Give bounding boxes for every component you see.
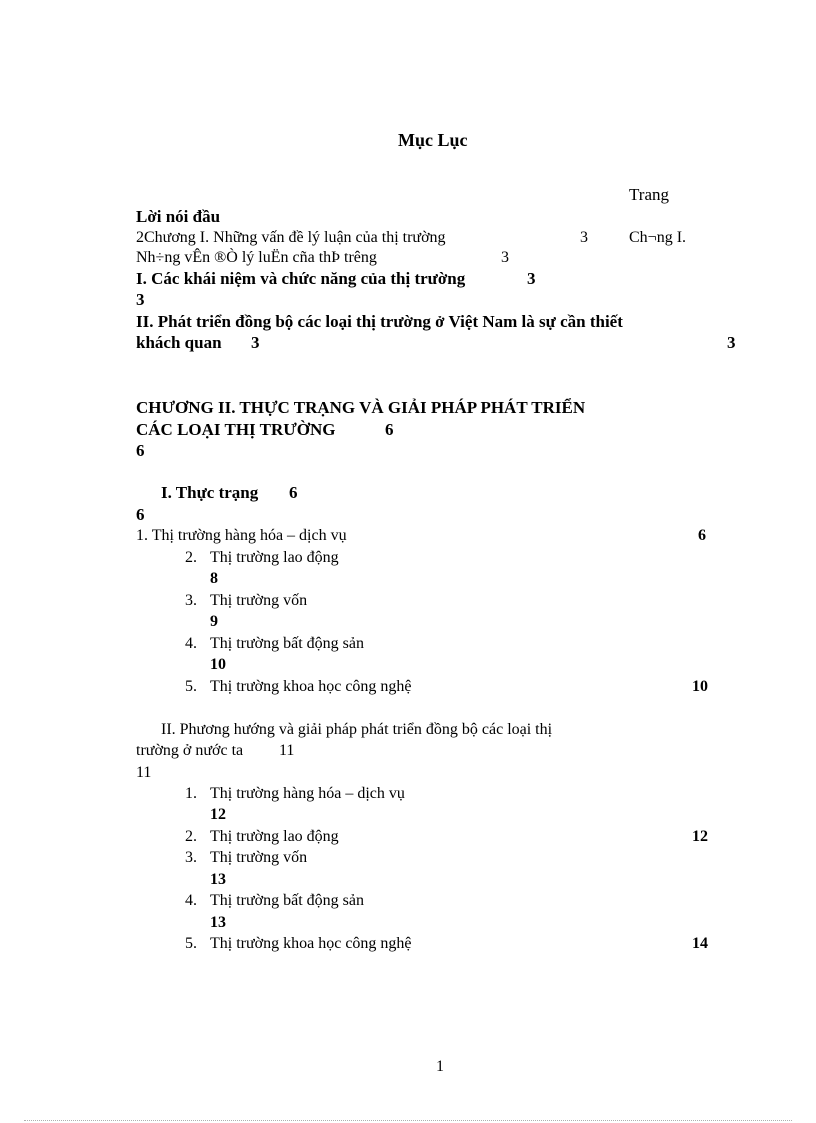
toc-entry-s1-item1[interactable]: 1. Thị trường hàng hóa – dịch vụ [136,527,347,544]
toc-page-ch1-section1-dup: 3 [136,290,145,309]
toc-page-ch2-section2: 11 [279,742,295,759]
page-column-label: Trang [629,185,669,204]
toc-num-s1-item5: 5. [185,678,197,695]
toc-entry-s2-item4[interactable]: Thị trường bất động sản [210,892,364,909]
toc-entry-ch2-section2[interactable]: II. Phương hướng và giải pháp phát triển đồng bộ các loại thị [161,721,553,738]
toc-num-s2-item1: 1. [185,785,197,802]
toc-page-ch2-section2-dup: 11 [136,764,152,781]
toc-entry-ch1-section2[interactable]: II. Phát triển đồng bộ các loại thị trường ở Việt Nam là sự cần thiết [136,312,623,331]
toc-num-s1-item4: 4. [185,635,197,652]
toc-entry-s2-item2[interactable]: Thị trường lao động [210,828,339,845]
toc-page-s1-item4: 10 [210,656,226,673]
toc-num-s1-item3: 3. [185,592,197,609]
toc-page-ch1-section2: 3 [251,333,260,352]
toc-num-s1-item2: 2. [185,549,197,566]
toc-page-s2-item4: 13 [210,914,226,931]
toc-num-s2-item2: 2. [185,828,197,845]
toc-page-chapter2-dup: 6 [136,441,145,460]
toc-entry-s1-item3[interactable]: Thị trường vốn [210,592,308,609]
toc-page-ch2-section1: 6 [289,483,298,502]
toc-num-s2-item5: 5. [185,935,197,952]
toc-entry-ch1-section2-cont[interactable]: khách quan [136,333,222,352]
toc-entry-chapter2[interactable]: CHƯƠNG II. THỰC TRẠNG VÀ GIẢI PHÁP PHÁT TRIỂN [136,398,586,417]
toc-page-ch2-section1-dup: 6 [136,505,145,524]
toc-num-s2-item3: 3. [185,849,197,866]
toc-page-s2-item1: 12 [210,806,226,823]
toc-entry-s2-item5[interactable]: Thị trường khoa học công nghệ [210,935,412,952]
toc-entry-chapter1[interactable]: 2Chương I. Những vấn đề lý luận của thị trường [136,229,446,246]
toc-page-chapter1: 3 [580,229,588,246]
toc-entry-s1-item4[interactable]: Thị trường bất động sản [210,635,364,652]
toc-entry-ch2-section2-cont[interactable]: trường ở nước ta [136,742,244,759]
toc-page-s2-item2: 12 [692,828,708,845]
toc-entry-s2-item3[interactable]: Thị trường vốn [210,849,308,866]
toc-entry-ch1-section1[interactable]: I. Các khái niệm và chức năng của thị trường [136,269,466,288]
page-bottom-divider [24,1120,792,1121]
toc-page-chapter2: 6 [385,420,394,439]
toc-page-ch1-section2-dup: 3 [727,333,736,352]
toc-page-ch1-section1: 3 [527,269,536,288]
toc-page-s1-item1: 6 [698,527,706,544]
toc-entry-preface[interactable]: Lời nói đầu [136,207,221,226]
toc-garbled-chapter1: Ch¬ng I. [629,229,687,246]
toc-page-s1-item2: 8 [210,570,218,587]
toc-entry-chapter1-garbled[interactable]: Nh÷ng vÊn ®Ò lý luËn cña thÞ trêng [136,249,377,266]
toc-page-s1-item5: 10 [692,678,708,695]
toc-entry-s1-item2[interactable]: Thị trường lao động [210,549,339,566]
toc-entry-ch2-section1[interactable]: I. Thực trạng [161,483,259,502]
toc-page-s2-item5: 14 [692,935,708,952]
toc-page-s1-item3: 9 [210,613,218,630]
toc-page-chapter1-garbled: 3 [501,249,509,266]
toc-entry-chapter2-cont[interactable]: CÁC LOẠI THỊ TRƯỜNG [136,420,336,439]
toc-entry-s1-item5[interactable]: Thị trường khoa học công nghệ [210,678,412,695]
footer-page-number: 1 [436,1058,444,1075]
toc-num-s2-item4: 4. [185,892,197,909]
toc-entry-s2-item1[interactable]: Thị trường hàng hóa – dịch vụ [210,785,405,802]
toc-page-s2-item3: 13 [210,871,226,888]
page-title: Mục Lục [398,130,468,150]
